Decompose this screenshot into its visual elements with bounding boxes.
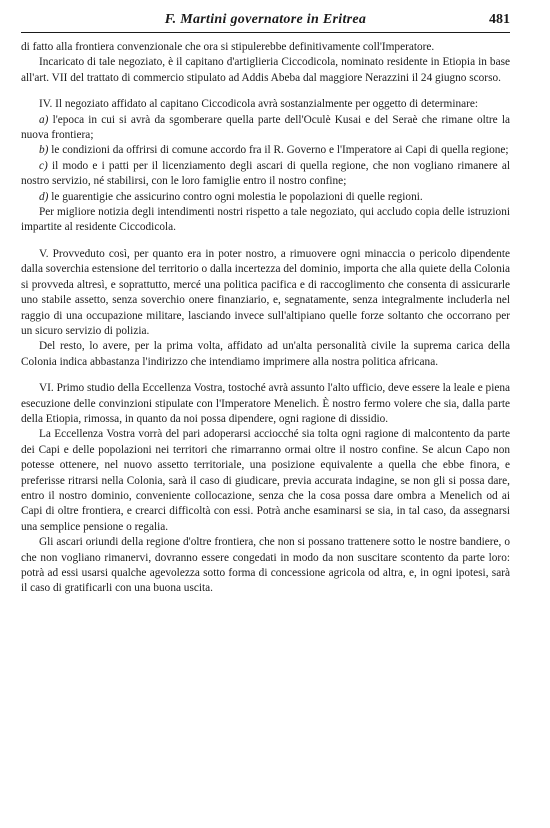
section-vi-paragraph: VI. Primo studio della Eccellenza Vostra, tostoché avrà assunto l'alto ufficio, deve essere la leale e piena esecuzione delle convinzioni stipulate con l'Imperatore Menelich. È nostro fermo volere che sia, dalla parte della Etiopia, rimossa, in quanto da noi possa dipendere, ogni ragione di dissidio. — [21, 382, 511, 425]
item-text: il modo e i patti per il licenziamento degli ascari di quella regione, che non vogliano rimanere al nostro servizio, né stabilirsi, con le loro famiglie entro il nostro confine; — [21, 159, 511, 188]
list-item-c — [21, 159, 510, 190]
item-text: le guarentigie che assicurino contro ogni molestia le popolazioni di quelle regioni. — [51, 190, 423, 203]
list-item-d — [21, 190, 510, 205]
item-label: a) — [39, 113, 49, 126]
paragraph: Incaricato di tale negoziato, è il capitano d'artiglieria Ciccodicola, nominato residente in Etiopia in base all'art. VII del trattato di commercio stipulato ad Addis Abeba dal maggiore Nerazzini il 24 giugno scorso. — [21, 56, 510, 84]
running-title: F. Martini governatore in Eritrea — [164, 12, 367, 27]
list-item-b — [21, 143, 510, 158]
paragraph: Gli ascari oriundi della regione d'oltre frontiera, che non si possano trattenere sotto le nostre bandiere, o che non vogliano rimanervi, dovranno essere congedati in modo da non suscitare scontento da parte loro: potrà ad essi usarsi qualche agevolezza sotto forma di concessione agricola od altra, e, in ogni ipotesi, sarà il caso di gratificarli con una buona uscita. — [21, 536, 510, 595]
list-item-a — [21, 113, 510, 144]
page-number: 481 — [489, 12, 510, 27]
body-text — [21, 40, 510, 597]
item-label: d) — [39, 190, 49, 203]
paragraph: Del resto, lo avere, per la prima volta, affidato ad un'alta personalità civile la suprema carica della Colonia indica abbastanza l'indirizzo che intendiamo imprimere alla nostra politica africana. — [21, 340, 510, 368]
paragraph: La Eccellenza Vostra vorrà del pari adoperarsi acciocché sia tolta ogni ragione di malcontento da parte dei Capi e delle popolazioni nei territori che rimarranno ormai oltre il nostro confine. Se alcun Capo non potesse ottenere, nel nuovo assetto territoriale, una posizione equivalente a quella che ebbe finora, e preferisse ritrarsi nella Colonia, sarà il caso di giudicare, previa accurata indagine, se non gli si possa dare, entro il nostro dominio, conveniente collocazione, senza che la cosa possa dare ombra a Menelich od ai Capi di oltre frontiera, e crearci difficoltà con essi. Potrà anche esaminarsi se sia, in tal caso, da assegnarsi una semplice pensione o regalia. — [21, 428, 510, 533]
item-label: b) — [39, 144, 49, 157]
item-text: le condizioni da offrirsi di comune accordo fra il R. Governo e l'Imperatore ai Capi di quella regione; — [51, 144, 509, 157]
item-text: l'epoca in cui si avrà da sgomberare quella parte dell'Oculè Kusai e del Seraè che rimane oltre la nuova frontiera; — [21, 113, 511, 142]
paragraph: di fatto alla frontiera convenzionale che ora si stipulerebbe definitivamente coll'Imperatore. — [21, 41, 435, 53]
section-iv-paragraph: IV. Il negoziato affidato al capitano Ciccodicola avrà sostanzialmente per oggetto di determinare: — [39, 98, 479, 111]
section-v-paragraph: V. Provveduto così, per quanto era in poter nostro, a rimuovere ogni minaccia o pericolo dipendente dalla soverchia estensione del territorio o dalla incertezza del dominio, importa che alla quiete della Colonia si provveda altresì, e soprattutto, mercé una politica pacifica e di raccoglimento che consenta di assicurarle uno stabile assetto, senza soverchio onere finanziario, e, segnatamente, senza integralmente includerla nel raggio di una occupazione militare, lasciando invece sull'altipiano quelle forze soltanto che occorrano per un sicuro servizio di polizia. — [21, 247, 510, 337]
item-label: c) — [39, 159, 48, 172]
paragraph: Per migliore notizia degli intendimenti nostri rispetto a tale negoziato, qui accludo copia delle istruzioni impartite al residente Ciccodicola. — [21, 206, 510, 234]
running-header — [21, 10, 510, 33]
